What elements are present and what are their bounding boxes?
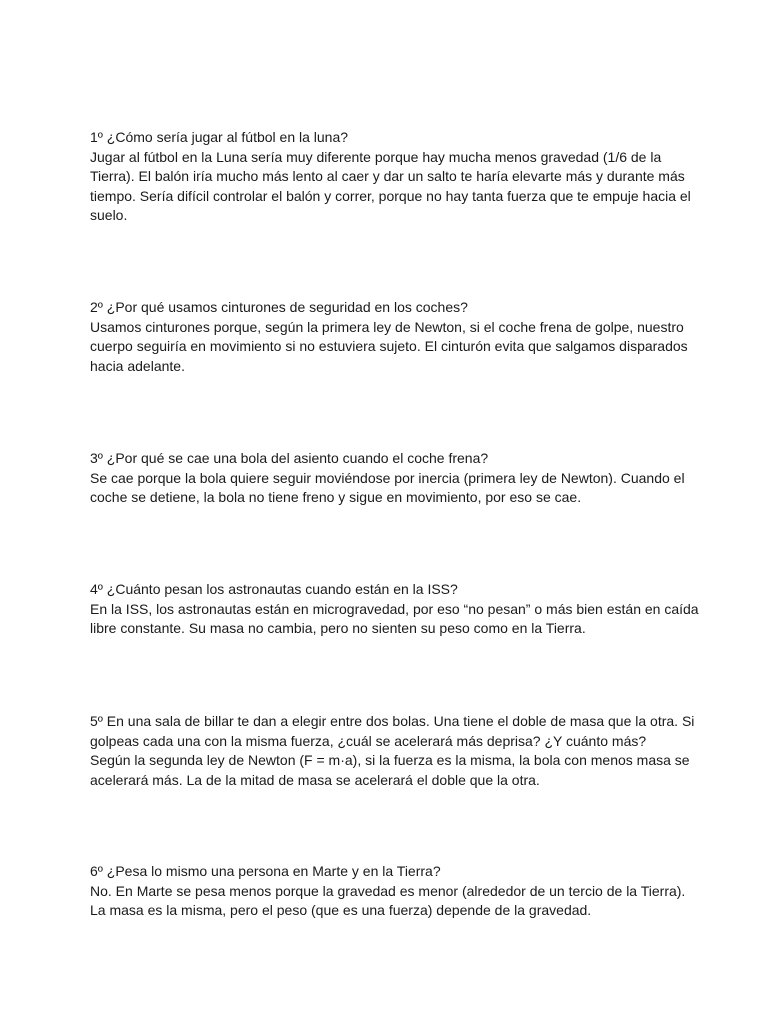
answer-4: En la ISS, los astronautas están en microgravedad, por eso “no pesan” o más bien están en caída libre constante. Su masa no cambia, pero no sienten su peso como en la Tierra. bbox=[90, 600, 699, 636]
qa-block-1 bbox=[90, 128, 700, 226]
question-3: 3º ¿Por qué se cae una bola del asiento cuando el coche frena? bbox=[90, 450, 489, 466]
answer-5: Según la segunda ley de Newton (F = m·a), si la fuerza es la misma, la bola con menos masa se acelerará más. La de la mitad de masa se acelerará el doble que la otra. bbox=[90, 752, 690, 788]
question-2: 2º ¿Por qué usamos cinturones de seguridad en los coches? bbox=[90, 299, 468, 315]
qa-block-3 bbox=[90, 449, 700, 508]
qa-block-6 bbox=[90, 862, 700, 921]
question-6: 6º ¿Pesa lo mismo una persona en Marte y en la Tierra? bbox=[90, 863, 441, 879]
question-1: 1º ¿Cómo sería jugar al fútbol en la luna? bbox=[90, 129, 349, 145]
answer-6: No. En Marte se pesa menos porque la gravedad es menor (alrededor de un tercio de la Tierra). La masa es la misma, pero el peso (que es una fuerza) depende de la gravedad. bbox=[90, 882, 686, 918]
qa-block-5 bbox=[90, 712, 700, 790]
qa-block-2 bbox=[90, 298, 700, 376]
answer-1: Jugar al fútbol en la Luna sería muy diferente porque hay mucha menos gravedad (1/6 de la Tierra). El balón iría mucho más lento al caer y dar un salto te haría elevarte más y durante más tiempo. Sería difícil controlar el balón y correr, porque no hay tanta fuerza que te empuje hacia el suelo. bbox=[90, 148, 691, 223]
question-5: 5º En una sala de billar te dan a elegir entre dos bolas. Una tiene el doble de masa que la otra. Si golpeas cada una con la misma fuerza, ¿cuál se acelerará más deprisa? ¿Y cuánto más? bbox=[90, 713, 695, 749]
answer-3: Se cae porque la bola quiere seguir moviéndose por inercia (primera ley de Newton). Cuando el coche se detiene, la bola no tiene freno y sigue en movimiento, por eso se cae. bbox=[90, 469, 685, 505]
qa-block-4 bbox=[90, 580, 700, 639]
answer-2: Usamos cinturones porque, según la primera ley de Newton, si el coche frena de golpe, nuestro cuerpo seguiría en movimiento si no estuviera sujeto. El cinturón evita que salgamos disparados hacia adelante. bbox=[90, 318, 688, 374]
question-4: 4º ¿Cuánto pesan los astronautas cuando están en la ISS? bbox=[90, 581, 458, 597]
